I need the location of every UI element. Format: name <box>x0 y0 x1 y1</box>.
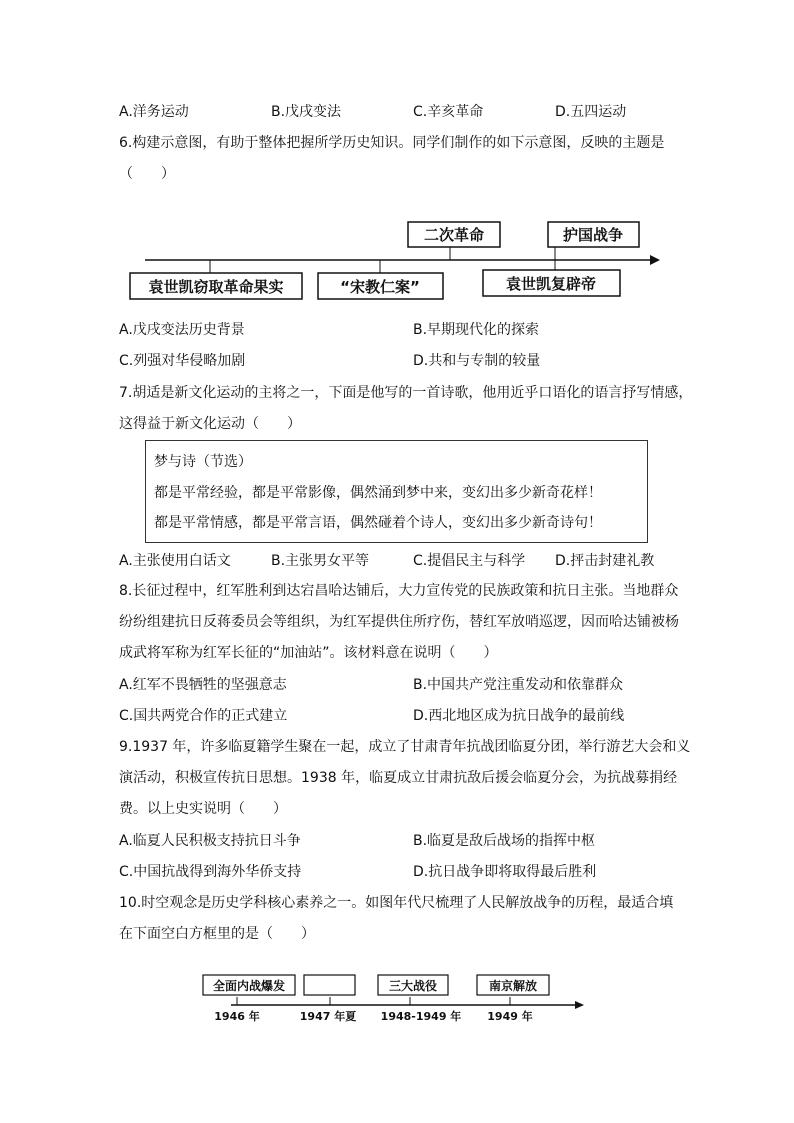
q5-option-d: D.五四运动 <box>555 104 627 120</box>
q7-option-c: C.提倡民主与科学 <box>413 553 526 569</box>
q6-option-a: A.戊戌变法历史背景 <box>119 322 245 338</box>
q7-option-a: A.主张使用白话文 <box>119 553 231 569</box>
q10-label-nanjing-liberation: 南京解放 <box>488 979 538 993</box>
q6-option-b: B.早期现代化的探索 <box>413 322 540 338</box>
q6-label-yuan-seizes-fruits: 袁世凯窃取革命果实 <box>148 278 284 296</box>
q8-option-a: A.红军不畏牺牲的坚强意志 <box>119 677 287 693</box>
q10-label-civil-war-outbreak: 全面内战爆发 <box>212 979 286 993</box>
q6-label-national-protection-war: 护国战争 <box>562 226 624 244</box>
q9-option-c: C.中国抗战得到海外华侨支持 <box>119 864 302 880</box>
q10-timeline-arrowhead <box>575 1001 584 1009</box>
q7-option-d: D.抨击封建礼教 <box>555 553 655 569</box>
q9-option-b: B.临夏是敌后战场的指挥中枢 <box>413 833 596 849</box>
q8-option-c: C.国共两党合作的正式建立 <box>119 708 288 724</box>
q7-poem-title: 梦与诗（节选） <box>154 454 252 470</box>
q9-option-d: D.抗日战争即将取得最后胜利 <box>413 864 597 880</box>
q7-stem-line-1: 7.胡适是新文化运动的主将之一，下面是他写的一首诗歌，他用近乎口语化的语言抒写情感， <box>119 385 693 401</box>
q10-year-1946: 1946 年 <box>214 1010 260 1023</box>
q6-stem-line-2: （ ） <box>119 166 175 182</box>
q7-poem-line-1: 都是平常经验，都是平常影像，偶然涌到梦中来，变幻出多少新奇花样！ <box>154 485 602 501</box>
q10-year-1948-1949: 1948-1949 年 <box>380 1010 462 1023</box>
q7-stem-line-2: 这得益于新文化运动（ ） <box>119 416 301 432</box>
q10-year-1949: 1949 年 <box>487 1010 533 1023</box>
q9-stem-line-2: 演活动，积极宣传抗日思想。1938 年，临夏成立甘肃抗敌后援会临夏分会，为抗战募捐经 <box>119 770 678 786</box>
q8-stem-line-2: 纷纷组建抗日反蒋委员会等组织，为红军提供住所疗伤，替红军放哨巡逻，因而哈达铺被杨 <box>119 614 679 630</box>
q9-option-a: A.临夏人民积极支持抗日斗争 <box>119 833 301 849</box>
q6-label-second-revolution: 二次革命 <box>423 226 485 244</box>
q8-option-d: D.西北地区成为抗日战争的最前线 <box>413 708 625 724</box>
q5-option-b: B.戊戌变法 <box>271 104 342 120</box>
q5-option-c: C.辛亥革命 <box>413 104 484 120</box>
q6-label-yuan-restoration: 袁世凯复辟帝 <box>505 275 597 293</box>
q6-option-c: C.列强对华侵略加剧 <box>119 353 246 369</box>
q10-box-blank-answer <box>304 975 355 995</box>
q10-stem-line-1: 10.时空观念是历史学科核心素养之一。如图年代尺梳理了人民解放战争的历程，最适合填 <box>119 895 674 911</box>
q10-label-three-campaigns: 三大战役 <box>388 979 438 993</box>
q9-stem-line-3: 费。以上史实说明（ ） <box>119 801 287 817</box>
q6-label-song-jiaoren-case: “宋教仁案” <box>340 278 420 296</box>
q8-option-b: B.中国共产党注重发动和依靠群众 <box>413 677 624 693</box>
q10-timeline-diagram <box>195 970 595 1025</box>
q6-stem-line-1: 6.构建示意图，有助于整体把握所学历史知识。同学们制作的如下示意图，反映的主题是 <box>119 135 665 151</box>
q7-option-b: B.主张男女平等 <box>271 553 370 569</box>
q9-stem-line-1: 9.1937 年，许多临夏籍学生聚在一起，成立了甘肃青年抗战团临夏分团，举行游艺大会和义 <box>119 739 691 755</box>
q5-option-a: A.洋务运动 <box>119 104 189 120</box>
q8-stem-line-1: 8.长征过程中，红军胜利到达宕昌哈达铺后，大力宣传党的民族政策和抗日主张。当地群众 <box>119 583 679 599</box>
q7-poem-box <box>145 440 648 543</box>
q6-timeline-diagram <box>120 210 665 310</box>
q10-stem-line-2: 在下面空白方框里的是（ ） <box>119 926 315 942</box>
q10-year-1947-summer: 1947 年夏 <box>299 1010 357 1023</box>
q8-stem-line-3: 成武将军称为红军长征的“加油站”。该材料意在说明（ ） <box>119 645 498 661</box>
q7-poem-line-2: 都是平常情感，都是平常言语，偶然碰着个诗人，变幻出多少新奇诗句！ <box>154 515 602 531</box>
q6-option-d: D.共和与专制的较量 <box>413 353 541 369</box>
q6-timeline-arrowhead <box>650 255 660 265</box>
